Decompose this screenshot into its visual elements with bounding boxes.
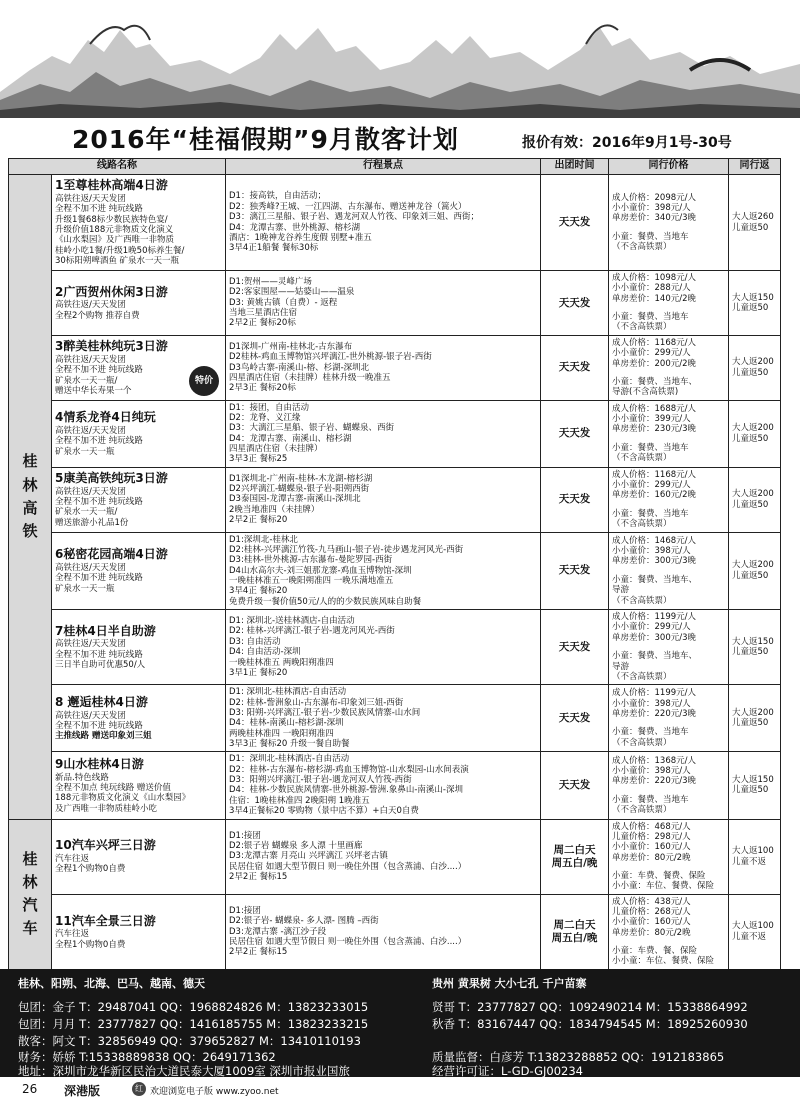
price-line: 小小童价：160元/人 [612,842,691,853]
itinerary-line: D2：独秀峰?王城、一江四湖、古东瀑布、赠送神龙谷（篙火） [229,201,467,212]
table-row [9,335,781,400]
price-note: （不含高铁票） [612,595,672,606]
itinerary-line: 2早2正 餐标20标 [229,318,296,329]
departure-cell: 天天发 [541,685,609,752]
itinerary-cell [226,335,541,400]
price-cell [609,335,729,400]
rebate-cell [729,335,781,400]
route-cell [52,175,226,271]
route-feature: 汽车往返 [55,854,90,865]
price-line: 小小童价：398元/人 [612,698,691,709]
route-name: 8 邂逅桂林4日游 [55,694,148,709]
itinerary-cell [226,752,541,819]
category-char: 铁 [22,522,38,541]
price-line: 单房差价：160元/2晚 [612,490,696,501]
route-feature: 及广西唯一非物质桂岭小吃 [55,803,158,814]
price-line: 儿童价格：298元/人 [612,831,691,842]
route-feature: 赠送旅游小礼品1份 [55,517,129,528]
route-cell [52,400,226,467]
departure-cell: 天天发 [541,610,609,685]
price-note: 小童：餐费、当地车、 [612,651,698,662]
price-note: 小童：餐费、当地车 [612,794,689,805]
rebate-line: 儿童返50 [732,785,769,796]
price-line: 小小童价：398元/人 [612,546,691,557]
price-line: 单房差价：80元/2晚 [612,927,691,938]
route-feature: 全程不加不进 纯玩线路 [55,720,143,731]
itinerary-line: D1:深圳北-桂林北 [229,534,298,545]
table-row [9,894,781,969]
price-line: 单房差价：80元/2晚 [612,852,691,863]
route-feature: 全程不加不进 纯玩线路 [55,436,143,447]
itinerary-line: D3：漓江三星船、银子岩、遇龙河双人竹筏、印象刘三姐、西街； [229,212,479,223]
category-char: 高 [22,498,38,517]
itinerary-line: 民居住宿 如遇大型节假日 则一晚住外围（包含蒸浦、白沙....） [229,861,467,872]
header-price: 同行价格 [609,159,729,175]
price-line: 单房差价：230元/3晚 [612,424,696,435]
itinerary-line: D4：桂林-少数民族风情寨-世外桃源-訾洲.象鼻山-南溪山-深圳 [229,785,463,796]
route-feature: 高铁往返/天天发团 [55,354,126,365]
landscape-banner-image [0,0,800,118]
price-line: 单房差价：220元/3晚 [612,709,696,720]
route-feature: 30标阳朔啤酒鱼 矿泉水一天一瓶 [55,256,180,267]
table-row [9,819,781,894]
rebate-cell [729,400,781,467]
price-note: （不含高铁票） [612,737,672,748]
itinerary-line: D4：龙潭古寨、南溪山、榕杉湖 [229,433,352,444]
itinerary-line: D1:接团 [229,905,261,916]
itinerary-cell [226,400,541,467]
route-cell [52,819,226,894]
itinerary-line: D2桂林-鸡血玉博物馆兴坪漓江-世外桃源-银子岩-西街 [229,352,432,363]
rebate-cell [729,271,781,336]
price-line: 成人价格：1199元/人 [612,688,696,699]
itinerary-line: D1:贺州——灵峰广场 [229,277,312,287]
route-name: 9山水桂林4日游 [55,756,144,771]
itinerary-line: D2兴坪漓江-蝴蝶泉-银子岩-阳朔西街 [229,484,370,495]
route-name: 5康美高铁纯玩3日游 [55,471,168,486]
rebate-line: 大人返150 [732,636,774,647]
price-note: （不含高铁票） [612,671,672,682]
itinerary-line: 3早4正1船餐 餐标30标 [229,243,319,254]
price-line: 小小童价：288元/人 [612,283,691,294]
itinerary-line: 3早3正 餐标25 [229,454,288,465]
price-cell [609,532,729,610]
price-line: 单房差价：340元/3晚 [612,213,696,224]
rebate-cell [729,685,781,752]
price-note: （不含高铁票） [612,242,672,253]
itinerary-line: D2:桂林-兴坪漓江竹筏-九马画山-银子岩-徒步遇龙河风光-西街 [229,544,464,555]
special-offer-badge: 特价 [189,366,219,396]
itinerary-line: 两晚桂林准四 一晚阳朔准四 [229,728,334,739]
itinerary-line: D4山水高尔夫-刘三姐那龙寨-鸡血玉博物馆-深圳 [229,565,412,576]
route-name: 7桂林4日半自助游 [55,623,156,638]
itinerary-line: 一晚桂林准五一晚阳朔准四 一晚乐满地准五 [229,575,394,586]
itinerary-line: 3早4正 餐标20 [229,586,288,597]
rebate-cell [729,752,781,819]
itinerary-line: D1：深圳北-桂林酒店-自由活动 [229,754,350,765]
price-line: 小小童价：299元/人 [612,622,691,633]
itinerary-line: D1：接高铁，自由活动； [229,191,326,202]
price-cell [609,175,729,271]
price-line: 成人价格：1168元/人 [612,337,696,348]
price-line: 成人价格：1098元/人 [612,273,696,283]
rebate-line: 大人返200 [732,489,774,500]
rebate-cell [729,610,781,685]
rebate-line: 大人返200 [732,707,774,718]
rebate-line: 儿童返50 [732,718,769,729]
itinerary-cell [226,819,541,894]
price-cell [609,894,729,969]
itinerary-line: 四星酒店住宿（未挂牌） [229,444,323,455]
price-note: 小童：餐费、当地车 [612,508,689,519]
route-feature: 桂岭小吃1餐/升级1晚50标养生餐/ [55,245,185,256]
route-cell [52,271,226,336]
contact-line: 包团：金子 T：29487041 QQ：1968824826 M：13823233015 [18,1000,369,1014]
price-note: 小童：餐费、当地车、 [612,574,698,585]
category-char: 桂 [22,849,38,868]
category-char: 林 [22,872,38,891]
itinerary-line: D3:龙潭古寨 月亮山 兴坪漓江 兴坪老古镇 [229,851,388,862]
table-row [9,610,781,685]
price-line: 成人价格：1468元/人 [612,535,696,546]
itinerary-line: D1: 深圳北-送桂林酒店-自由活动 [229,616,355,627]
route-highlight: 主推线路 赠送印象刘三姐 [55,731,152,742]
itinerary-line: D1: 深圳北-桂林酒店-自由活动 [229,687,347,698]
route-feature: 赠送中华长寿果一个 [55,385,132,396]
table-row [9,685,781,752]
price-line: 小小童价：299元/人 [612,480,691,491]
itinerary-line: D2:客家围屋——姑婆山——温泉 [229,287,355,298]
itinerary-line: D2: 桂林-訾洲象山-古东瀑布-印象刘三姐-西街 [229,697,404,708]
price-line: 成人价格：1199元/人 [612,612,696,623]
departure-cell: 天天发 [541,752,609,819]
price-line: 小小童价：160元/人 [612,917,691,928]
price-line: 成人价格：1168元/人 [612,469,696,480]
itinerary-line: D4: 自由活动-深圳 [229,647,301,658]
title-row [0,118,800,158]
table-row [9,532,781,610]
itinerary-line: 2早3正 餐标20标 [229,383,296,394]
price-note: 小童：餐费、当地车 [612,312,689,323]
page-title: 2016年“桂福假期”9月散客计划 [72,125,459,154]
rebate-line: 儿童返50 [732,367,769,378]
price-note: 小童：车费、餐费、保险 [612,870,706,881]
price-note: 小小童：车位、餐费、保险 [612,881,715,892]
table-row [9,175,781,271]
rebate-line: 儿童不返 [732,931,767,942]
itinerary-cell [226,175,541,271]
business-license: 经营许可证：L-GD-GJ00234 [432,1064,583,1078]
route-feature: 高铁往返/天天发团 [55,486,126,497]
departure-cell: 天天发 [541,400,609,467]
route-feature: 矿泉水一天一瓶 [55,446,115,457]
itinerary-line: 2早2正 餐标15 [229,947,288,958]
route-feature: 高铁往返/天天发团 [55,300,126,311]
itinerary-cell [226,271,541,336]
price-cell [609,610,729,685]
route-feature: 矿泉水一天一瓶/ [55,375,118,386]
price-note: 导游 [612,585,630,596]
rebate-line: 儿童返50 [732,570,769,581]
price-line: 成人价格：2098元/人 [612,192,696,203]
price-note: （不含高铁票） [612,519,672,530]
route-cell [52,532,226,610]
price-note: 小童：餐费、当地车、 [612,376,698,387]
price-line: 成人价格：1368元/人 [612,755,696,766]
itinerary-line: D2: 桂林-兴坪漓江-银子岩-遇龙河风光-西街 [229,626,395,637]
itinerary-line: D1深圳北-广州南-桂林-木龙湖-榕杉湖 [229,473,373,484]
itinerary-line: D3: 阳朔-兴坪漓江-银子岩-少数民族风情寨-山水间 [229,707,421,718]
route-feature: 《山水梨园》及广西唯一非物质 [55,235,175,246]
itinerary-line: D4：龙潭古寨、世外桃源、榕杉湖 [229,222,360,233]
itinerary-line: 2早2正 餐标15 [229,872,288,883]
table-row [9,752,781,819]
route-name: 2广西贺州休闲3日游 [55,284,168,299]
itinerary-line: 2晚当地准四（未挂牌） [229,504,320,515]
itinerary-cell [226,894,541,969]
itinerary-line: 一晚桂林准五 两晚阳朔准四 [229,657,334,668]
rebate-line: 儿童返50 [732,647,769,658]
route-cell [52,610,226,685]
price-note: （不含高铁票） [612,453,672,464]
route-cell [52,335,226,400]
route-feature: 高铁往返/天天发团 [55,194,126,205]
contact-line: 包团：月月 T：23777827 QQ：1416185755 M：13823233215 [18,1017,369,1031]
route-feature: 矿泉水一天一瓶/ [55,507,118,518]
page-footer [0,1079,800,1100]
rebate-line: 儿童返50 [732,433,769,444]
route-feature: 全程2个购物 推荐自费 [55,310,140,321]
itinerary-line: 四星酒店住宿（未挂牌）桂林升级一晚准五 [229,372,391,383]
quality-supervision: 质量监督：白彦芳 T:13823288852 QQ：1912183865 [432,1050,725,1064]
contact-line: 散客：阿文 T：32856949 QQ：379652827 M：13410110193 [18,1034,361,1048]
route-feature: 三日半自助可优惠50/人 [55,660,146,671]
route-feature: 全程不加点 纯玩线路 赠送价值 [55,782,171,793]
rebate-cell [729,532,781,610]
header-rebate: 同行返 [729,159,781,175]
red-badge-icon: 红 [132,1082,146,1096]
route-feature: 全程不加不进 纯玩线路 [55,204,143,215]
itinerary-line: 当地三星酒店住宿 [229,308,298,319]
route-cell [52,752,226,819]
rebate-line: 大人返260 [732,212,774,223]
itinerary-line: D2:银子岩 蝴蝶泉 多人漂 十里画廊 [229,841,363,852]
rebate-line: 大人返200 [732,357,774,368]
itinerary-line: 住宿：1晚桂林准四 2晚阳朔 1晚准五 [229,795,370,806]
departure-cell: 天天发 [541,175,609,271]
rebate-line: 儿童返50 [732,499,769,510]
itinerary-line: D3鸟岭古寨-南溪山-榕、杉湖-深圳北 [229,362,370,373]
contact-right-heading: 贵州 黄果树 大小七孔 千户苗寨 [432,977,587,990]
itinerary-line: 3早4正餐标20 零购物（景中店不算）+白天0自费 [229,806,419,817]
route-feature: 全程1个购物0自费 [55,864,126,875]
departure-cell: 天天发 [541,467,609,532]
category-char: 汽 [22,896,38,915]
price-line: 小小童价：299元/人 [612,348,691,359]
rebate-line: 大人返100 [732,921,774,932]
price-line: 单房差价：300元/3晚 [612,632,696,643]
itinerary-line: D2:银子岩- 蝴蝶泉- 多人漂- 图腾 –西街 [229,916,379,927]
header-route-name: 线路名称 [9,159,226,175]
itinerary-line: 3早3正 餐标20 升级一餐自助餐 [229,739,350,750]
rebate-line: 大人返100 [732,846,774,857]
contact-line: 贤哥 T：23777827 QQ：1092490214 M：15338864992 [432,1000,748,1014]
itinerary-line: D3:龙潭古寨 -漓江沙子段 [229,926,327,937]
price-line: 成人价格：468元/人 [612,821,691,832]
category-char: 林 [22,475,38,494]
category-char: 车 [22,919,38,938]
price-validity: 报价有效：2016年9月1号-30号 [522,135,732,151]
contact-line: 财务：娇娇 T:15338889838 QQ：2649171362 [18,1050,276,1064]
price-note: 小童：车费、餐、保险 [612,946,698,957]
price-cell [609,685,729,752]
price-note: 小童：餐费、当地车 [612,442,689,453]
rebate-line: 大人返150 [732,292,774,303]
route-name: 1至尊桂林高端4日游 [55,178,168,193]
itinerary-line: D1:接团 [229,830,261,841]
route-name: 3醉美桂林纯玩3日游 [55,339,168,354]
itinerary-line: D2：桂林-古东瀑布-榕杉湖-鸡血玉博物馆-山水梨园-山水间表演 [229,764,469,775]
rebate-line: 儿童返50 [732,302,769,313]
price-line: 儿童价格：268元/人 [612,907,691,918]
price-cell [609,752,729,819]
route-cell [52,685,226,752]
price-line: 单房差价：300元/3晚 [612,556,696,567]
route-cell [52,894,226,969]
itinerary-cell [226,685,541,752]
price-line: 小小童价：399元/人 [612,414,691,425]
itinerary-line: 3早1正 餐标20 [229,667,288,678]
itinerary-line: D3:桂林-世外桃源-古东瀑布-曼陀罗园-西街 [229,555,393,566]
route-name: 6秘密花园高端4日游 [55,547,168,562]
rebate-cell [729,175,781,271]
price-line: 小小童价：398元/人 [612,765,691,776]
header-departure: 出团时间 [541,159,609,175]
route-feature: 全程不加不进 纯玩线路 [55,497,143,508]
price-line: 单房差价：140元/2晚 [612,293,696,304]
table-row [9,271,781,336]
itinerary-line: D3泰国园-龙潭古寨-南溪山-深圳北 [229,494,361,505]
itinerary-line: D3: 自由活动 [229,636,281,647]
departure-cell: 周二白天 周五白/晚 [541,894,609,969]
itinerary-cell [226,467,541,532]
route-feature: 矿泉水一天一瓶 [55,583,115,594]
itinerary-line: 酒店：1晚神龙谷养生度假 别墅+准五 [229,232,372,243]
route-name: 4情系龙脊4日纯玩 [55,410,156,425]
itinerary-cell [226,610,541,685]
header-itinerary: 行程景点 [226,159,541,175]
route-feature: 全程不加不进 纯玩线路 [55,365,143,376]
price-note: 小童：餐费、当地车 [612,727,689,738]
price-note: 导游(不含高铁票) [612,387,679,398]
route-feature: 高铁往返/天天发团 [55,710,126,721]
rebate-line: 儿童不返 [732,856,767,867]
rebate-line: 儿童返50 [732,222,769,233]
table-header-row [9,159,781,175]
route-feature: 全程不加不进 纯玩线路 [55,649,143,660]
route-feature: 汽车往返 [55,929,90,940]
departure-cell: 天天发 [541,271,609,336]
route-feature: 188元非物质文化演义《山水梨园》 [55,793,191,804]
route-feature: 高铁往返/天天发团 [55,425,126,436]
route-feature: 高铁往返/天天发团 [55,563,126,574]
price-cell [609,819,729,894]
rebate-line: 大人返200 [732,560,774,571]
category-char: 桂 [22,452,38,471]
route-feature: 升级价值188元非物质文化演义 [55,225,174,236]
rebate-line: 大人返150 [732,775,774,786]
price-cell [609,400,729,467]
price-line: 单房差价：200元/2晚 [612,358,696,369]
contact-line: 秋香 T：83167447 QQ：1834794545 M：18925260930 [432,1017,748,1031]
price-note: 导游 [612,661,630,672]
contact-panel [0,969,800,1077]
category-cell [9,819,52,969]
contact-address: 地址：深圳市龙华新区民治大道民泰大厦1009室 深圳市报业国旅 [18,1064,350,1078]
route-cell [52,467,226,532]
route-name: 11汽车全景三日游 [55,913,156,928]
rebate-cell [729,819,781,894]
route-feature: 新品.特色线路 [55,772,109,783]
price-cell [609,271,729,336]
page-number: 26 [22,1082,38,1096]
price-line: 成人价格：438元/人 [612,896,691,907]
departure-cell: 周二白天 周五白/晚 [541,819,609,894]
itinerary-line: D1深圳-广州南-桂林北-古东瀑布 [229,341,353,352]
itinerary-line: D3: 黄姚古镇（自费）- 返程 [229,297,338,308]
price-cell [609,467,729,532]
price-note: 小童：餐费、当地车 [612,231,689,242]
epaper-link[interactable]: 欢迎浏览电子版 www.zyoo.net [150,1087,279,1097]
itinerary-line: D1：接团，自由活动 [229,402,309,413]
route-feature: 全程1个购物0自费 [55,939,126,950]
price-line: 成人价格：1688元/人 [612,403,696,414]
price-note: 小小童：车位、餐费、保险 [612,956,715,967]
route-feature: 高铁往返/天天发团 [55,639,126,650]
itinerary-line: D3：大漓江三星船、银子岩、蝴蝶泉、西街 [229,423,394,434]
price-line: 小小童价：398元/人 [612,202,691,213]
rebate-line: 大人返200 [732,423,774,434]
table-row [9,467,781,532]
departure-cell: 天天发 [541,335,609,400]
itinerary-line: 民居住宿 如遇大型节假日 则一晚住外围（包含蒸浦、白沙....） [229,936,467,947]
edition-label: 深港版 [64,1084,101,1098]
route-feature: 升级1餐68标少数民族特色宴/ [55,214,168,225]
price-note: （不含高铁票） [612,322,672,333]
itinerary-line: 2早2正 餐标20 [229,515,288,526]
itinerary-line: 免费升级一餐价值50元/人的的少数民族风味自助餐 [229,596,422,607]
price-note: （不含高铁票） [612,804,672,815]
route-name: 10汽车兴坪三日游 [55,838,156,853]
table-row [9,400,781,467]
tour-plan-table [8,158,781,970]
contact-left-heading: 桂林、阳朔、北海、巴马、越南、德天 [18,977,205,990]
departure-cell: 天天发 [541,532,609,610]
itinerary-line: D3：阳朔兴坪漓江-银子岩-遇龙河双人竹筏-西街 [229,775,412,786]
rebate-cell [729,467,781,532]
itinerary-cell [226,532,541,610]
itinerary-line: D4：桂林-南溪山-榕杉湖-深圳 [229,718,344,729]
itinerary-line: D2：龙脊、义江缘 [229,412,301,423]
price-line: 单房差价：220元/3晚 [612,776,696,787]
rebate-cell [729,894,781,969]
route-feature: 全程不加不进 纯玩线路 [55,573,143,584]
category-cell [9,175,52,820]
